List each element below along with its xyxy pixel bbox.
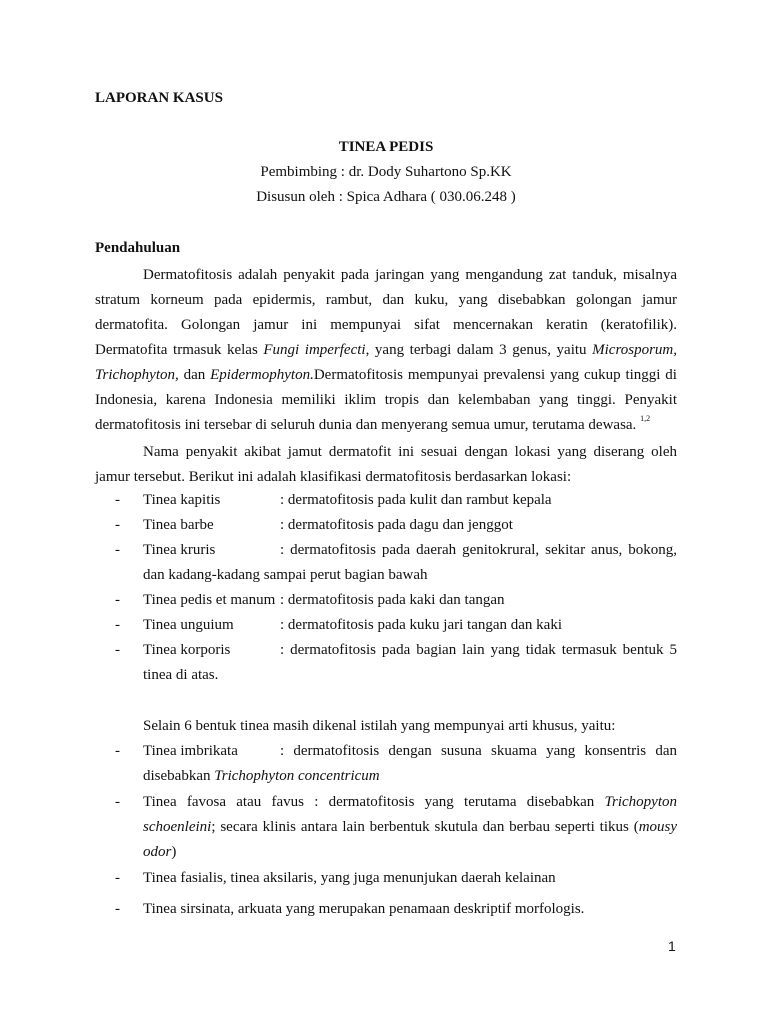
reference-superscript: 1,2	[640, 414, 651, 423]
document-label: LAPORAN KASUS	[95, 90, 223, 106]
supervisor-line: Pembimbing : dr. Dody Suhartono Sp.KK	[260, 164, 512, 180]
document-title: TINEA PEDIS	[338, 139, 434, 155]
list-item: - Tinea favosa atau favus : dermatofitosis yang terutama disebabkan Trichopyton schoenleini; secara klinis antara lain berbentuk skutula dan berbau seperti tikus (mousy odor)	[115, 794, 678, 860]
classification-paragraph: Nama penyakit akibat jamut dermatofit ini sesuai dengan lokasi yang diserang oleh jamur tersebut. Berikut ini adalah klasifikasi dermatofitosis berdasarkan lokasi:	[95, 444, 677, 485]
intro-paragraph: Dermatofitosis adalah penyakit pada jaringan yang mengandung zat tanduk, misalnya stratum korneum pada epidermis, rambut, dan kuku, yang disebabkan golongan jamur dermatofita. Golongan jamur ini mempunyai sifat mencernakan keratin (keratofilik). Dermatofita trmasuk kelas Fungi imperfecti, yang terbagi dalam 3 genus, yaitu Microsporum, Trichophyton, dan Epidermophyton.Dermatofitosis mempunyai prevalensi yang cukup tinggi di Indonesia, karena Indonesia memiliki iklim tropis dan kelembaban yang tinggi. Penyakit dermatofitosis ini tersebar di seluruh dunia dan menyerang semua umur, terutama dewasa. $^{1,2}$	[95, 267, 677, 433]
page-number: 1	[668, 938, 676, 954]
section-heading: Pendahuluan	[95, 240, 181, 256]
author-line: Disusun oleh : Spica Adhara ( 030.06.248 )	[256, 189, 516, 205]
document-page: LAPORAN KASUS TINEA PEDIS Pembimbing : dr. Dody Suhartono Sp.KK Disusun oleh : Spica Adhara ( 030.06.248 ) Pendahuluan Dermatofitosis adalah penyakit pada jaringan yang mengandung zat tanduk, misalnya stratum korneum pada epidermis, rambut, dan kuku, yang disebabkan golongan jamur dermatofita. Golongan jamur ini mempunyai sifat mencernakan keratin (keratofilik). Dermatofita trmasuk kelas Fungi imperfecti, yang terbagi dalam 3 genus, yaitu Microsporum, Trichophyton, dan Epidermophyton.Dermatofitosis mempunyai prevalensi yang cukup tinggi di Indonesia, karena Indonesia memiliki iklim tropis dan kelembaban yang tinggi. Penyakit dermatofitosis ini tersebar di seluruh dunia dan menyerang semua umur, terutama dewasa. $^{1,2}$ Nama penyakit akibat jamut dermatofit ini sesuai dengan lokasi yang diserang oleh jamur tersebut. Berikut ini adalah klasifikasi dermatofitosis berdasarkan lokasi: - Tinea kapitis : dermatofitosis pada kulit dan rambut kepala - Tinea barbe : dermatofitosis pada dagu dan jenggot - Tinea kruris : dermatofitosis pada daerah genitokrural, sekitar anus, bokong, dan kadang-kadang sampai perut bagian bawah - Tinea pedis et manum : dermatofitosis pada kaki dan tangan - Tinea unguium : dermatofitosis pada kuku jari tangan dan kaki - Tinea korporis : dermatofitosis pada bagian lain yang tidak termasuk bentuk 5 tinea di atas. Selain 6 bentuk tinea masih dikenal istilah yang mempunyai arti khusus, yaitu: - Tinea imbrikata : dermatofitosis dengan susuna skuama yang konsentris dan disebabkan Trichophyton concentricum - Tinea favosa atau favus : dermatofitosis yang terutama disebabkan Trichopyton schoenleini; secara klinis antara lain berbentuk skutula dan berbau seperti tikus (mousy odor) - Tinea fasialis, tinea aksilaris, yang juga menunjukan daerah kelainan - Tinea sirsinata, arkuata yang merupakan penamaan deskriptif morfologis. 1	[95, 90, 678, 954]
special-terms-paragraph: Selain 6 bentuk tinea masih dikenal istilah yang mempunyai arti khusus, yaitu:	[143, 718, 616, 734]
